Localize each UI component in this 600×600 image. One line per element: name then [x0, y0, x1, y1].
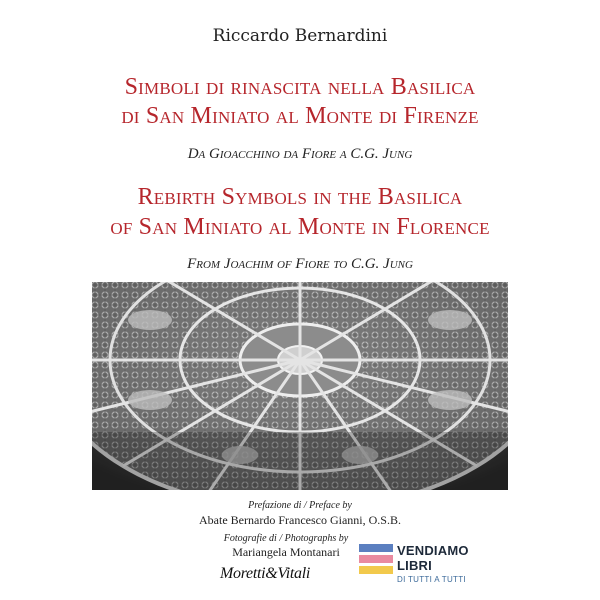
marble-rosette-illustration — [92, 282, 508, 490]
photographer-name: Mariangela Montanari — [232, 545, 340, 559]
vendiamo-libri-badge — [359, 541, 499, 597]
badge-stripe-blue — [359, 544, 393, 552]
title-italian-line-2: di San Miniato al Monte di Firenze — [121, 103, 479, 129]
badge-tagline: DI TUTTI A TUTTI — [397, 575, 466, 584]
author-name: Riccardo Bernardini — [212, 26, 388, 46]
preface-author: Abate Bernardo Francesco Gianni, O.S.B. — [199, 513, 401, 527]
title-italian-line-1: Simboli di rinascita nella Basilica — [124, 74, 476, 100]
title-english-line-1: Rebirth Symbols in the Basilica — [137, 184, 463, 210]
photographs-label: Fotografie di / Photographs by — [223, 533, 349, 544]
book-cover — [92, 0, 508, 600]
badge-text-line-2: LIBRI — [397, 558, 432, 573]
subtitle-english: From Joachim of Fiore to C.G. Jung — [187, 256, 413, 272]
title-english-line-2: of San Miniato al Monte in Florence — [110, 214, 490, 240]
cover-photo-marble-rosette — [92, 282, 508, 490]
publisher-logo: Moretti&Vitali — [220, 565, 311, 582]
subtitle-italian: Da Gioacchino da Fiore a C.G. Jung — [187, 146, 413, 162]
badge-stripe-yellow — [359, 566, 393, 574]
preface-label: Prefazione di / Preface by — [248, 500, 352, 511]
badge-text-line-1: VENDIAMO — [397, 543, 469, 558]
badge-stripe-pink — [359, 555, 393, 563]
